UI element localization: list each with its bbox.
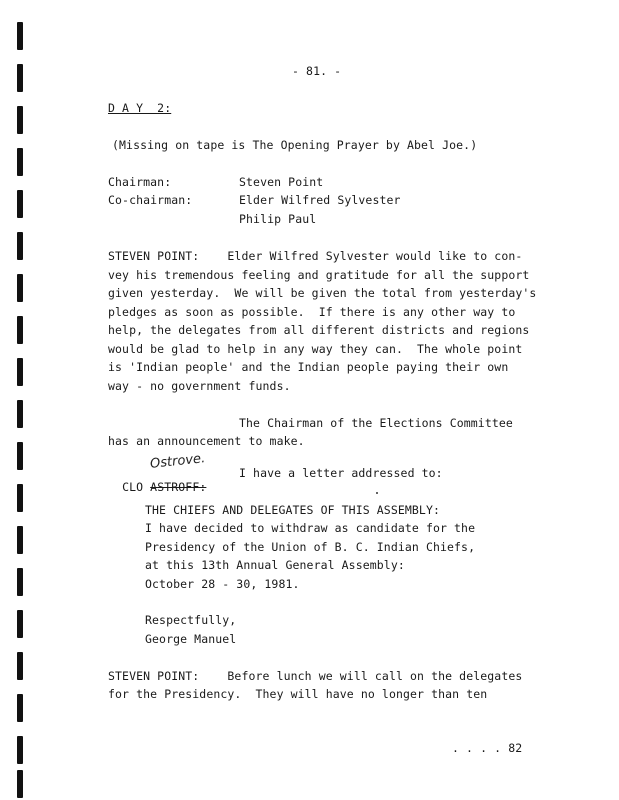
speaker-clo-text: I have a letter addressed to: [239,466,443,480]
letter-line: I have decided to withdraw as candidate for the [145,521,476,535]
missing-note: (Missing on tape is The Opening Prayer by Abel Joe.) [112,138,478,152]
day-heading: D A Y 2: [108,101,172,115]
closing-line: Respectfully, [145,613,237,627]
speck [376,492,378,494]
continuation-marker: . . . . 82 [452,741,523,755]
officer-role: Co-chairman: [108,193,193,207]
text-line: given yesterday. We will be given the total from yesterday's [108,286,537,300]
text-line: way - no government funds. [108,379,291,393]
text-line: The Chairman of the Elections Committee [239,416,513,430]
binder-holes [17,0,25,800]
text-line: STEVEN POINT: Elder Wilfred Sylvester would like to con- [108,249,523,263]
text-line: STEVEN POINT: Before lunch we will call on the delegates [108,669,523,683]
letter-line: THE CHIEFS AND DELEGATES OF THIS ASSEMBLY: [145,503,440,517]
text-line: would be glad to help in any way they can. The whole point [108,342,523,356]
text-line: vey his tremendous feeling and gratitude for all the support [108,268,530,282]
letter-line: October 28 - 30, 1981. [145,577,300,591]
letter-line: at this 13th Annual General Assembly: [145,558,405,572]
signature-name: George Manuel [145,632,237,646]
officer-name: Philip Paul [239,212,317,226]
speaker-clo [108,466,206,494]
text-line: pledges as soon as possible. If there is any other way to [108,305,516,319]
text-line: help, the delegates from all different districts and regions [108,323,530,337]
text-line: for the Presidency. They will have no longer than ten [108,687,488,701]
text-line: has an announcement to make. [108,434,305,448]
page-number: - 81. - [292,64,342,78]
handwritten-correction: Ostrove. [149,451,206,472]
officer-name: Steven Point [239,175,324,189]
speaker-prefix: CLO [122,480,151,494]
officer-name: Elder Wilfred Sylvester [239,193,401,207]
letter-line: Presidency of the Union of B. C. Indian Chiefs, [145,540,476,554]
officer-role: Chairman: [108,175,172,189]
struck-speaker-name: ASTROFF: [150,480,207,494]
text-line: is 'Indian people' and the Indian people paying their own [108,360,509,374]
